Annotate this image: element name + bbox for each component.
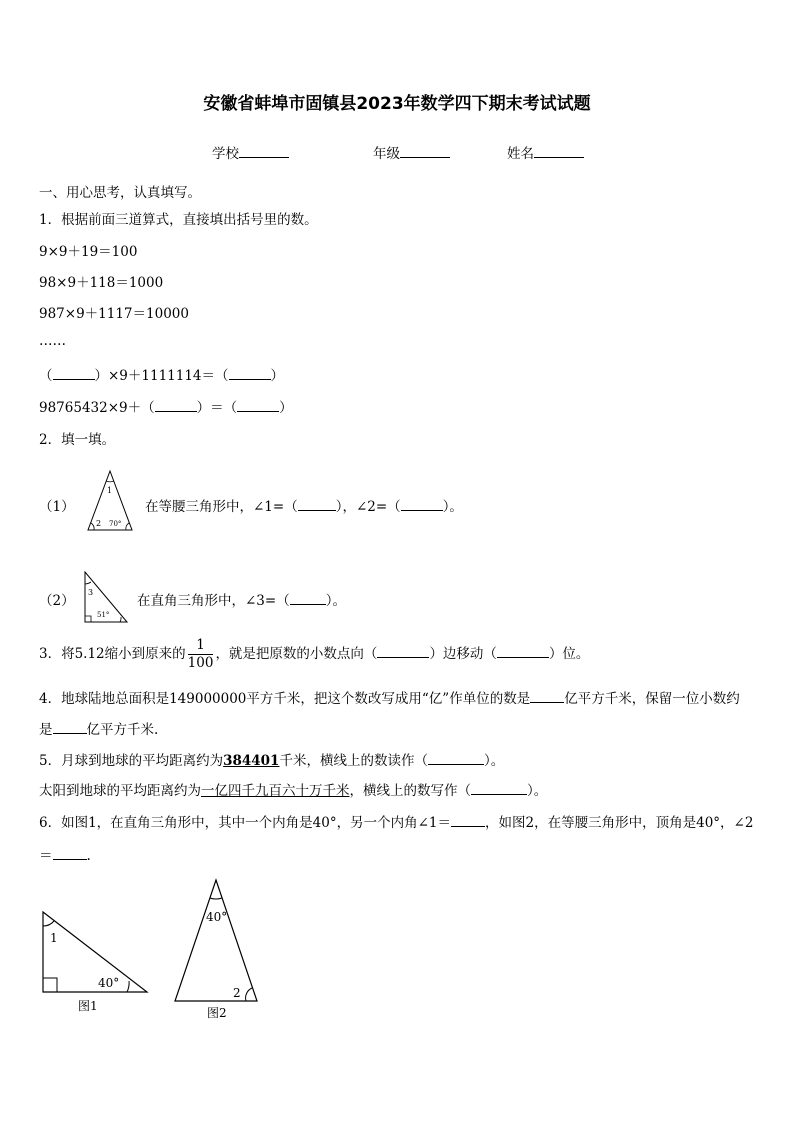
q4-line2: 是 亿平方千米. xyxy=(39,722,159,738)
q6-line2: ＝ . xyxy=(39,848,91,864)
answer-blank[interactable] xyxy=(53,379,95,380)
fraction: $\frac{1}{100}$ xyxy=(187,637,214,671)
school-label: 学校 xyxy=(212,146,239,162)
answer-blank[interactable] xyxy=(298,510,336,511)
q1-eq3: 987×9＋1117＝10000 xyxy=(39,306,189,322)
base-angle-label: 70° xyxy=(109,520,122,528)
q2-part1-text: 在等腰三角形中，∠1=（ ），∠2=（ ）。 xyxy=(145,499,463,515)
q1-fill2: 98765432×9＋（ ）＝（ ） xyxy=(39,400,293,416)
page-title: 安徽省蚌埠市固镇县2023年数学四下期末考试试题 xyxy=(203,94,591,114)
answer-blank[interactable] xyxy=(53,733,87,734)
answer-blank[interactable] xyxy=(401,510,443,511)
q1-ellipsis: …… xyxy=(39,333,66,349)
angle-3-label: 3 xyxy=(88,588,94,597)
answer-blank[interactable] xyxy=(229,379,271,380)
q3-text: 3．将5.12缩小到原来的 $\frac{1}{100}$ ，就是把原数的小数点向（ ）边移动（ ）位。 xyxy=(39,637,590,671)
name-blank[interactable] xyxy=(534,157,584,158)
fig1-angle-40-label: 40° xyxy=(98,976,120,990)
answer-blank[interactable] xyxy=(497,657,549,658)
answer-blank[interactable] xyxy=(155,411,197,412)
school-field xyxy=(212,142,289,162)
name-label: 姓名 xyxy=(507,146,534,162)
section-heading: 一、用心思考，认真填写。 xyxy=(39,185,201,201)
grade-field xyxy=(373,142,450,162)
angle-1-label: 1 xyxy=(107,486,113,495)
answer-blank[interactable] xyxy=(290,604,326,605)
grade-label: 年级 xyxy=(373,146,400,162)
q2-part2-text: 在直角三角形中，∠3=（ ）。 xyxy=(137,593,346,609)
q6-line1: 6．如图1，在直角三角形中，其中一个内角是40°，另一个内角∠1＝ ，如图2，在等腰三角形中，顶角是40°，∠2 xyxy=(39,815,754,831)
answer-blank[interactable] xyxy=(451,826,485,827)
fig2-caption: 图2 xyxy=(207,1006,227,1020)
q2-part2-label: （2） xyxy=(39,593,75,609)
q1-text: 1．根据前面三道算式，直接填出括号里的数。 xyxy=(39,212,318,228)
answer-blank[interactable] xyxy=(53,859,87,860)
figure-1-right-triangle xyxy=(36,906,154,1016)
right-triangle-figure xyxy=(82,570,130,626)
answer-blank[interactable] xyxy=(377,657,429,658)
answer-blank[interactable] xyxy=(428,764,484,765)
isosceles-triangle-figure xyxy=(84,468,136,534)
fig1-angle-1-label: 1 xyxy=(50,931,58,945)
grade-blank[interactable] xyxy=(400,157,450,158)
school-blank[interactable] xyxy=(239,157,289,158)
q5-line2: 太阳到地球的平均距离约为一亿四千九百六十万千米，横线上的数写作（ ）。 xyxy=(39,783,548,799)
answer-blank[interactable] xyxy=(530,702,564,703)
q4-line1: 4．地球陆地总面积是149000000平方千米，把这个数改写成用“亿”作单位的数是 亿平方千米，保留一位小数约 xyxy=(39,691,740,707)
name-field xyxy=(507,142,584,162)
answer-blank[interactable] xyxy=(237,411,279,412)
base-angle-label: 51° xyxy=(97,611,110,619)
fig2-angle-2-label: 2 xyxy=(233,986,241,1000)
q1-fill1: （ ）×9＋1111114＝（ ） xyxy=(39,368,285,384)
q1-eq2: 98×9＋118＝1000 xyxy=(39,275,164,291)
q5-line1: 5．月球到地球的平均距离约为384401千米，横线上的数读作（ ）。 xyxy=(39,753,505,769)
q1-eq1: 9×9＋19＝100 xyxy=(39,244,138,260)
fig1-caption: 图1 xyxy=(78,999,98,1013)
q2-text: 2．填一填。 xyxy=(39,432,116,448)
underlined-number: 一亿四千九百六十万千米 xyxy=(201,783,350,799)
figure-2-isosceles-triangle xyxy=(170,876,264,1024)
angle-2-label: 2 xyxy=(96,519,102,528)
fig2-angle-40-label: 40° xyxy=(206,910,228,924)
underlined-number: 384401 xyxy=(223,753,280,769)
q2-part1-label: （1） xyxy=(39,499,75,515)
answer-blank[interactable] xyxy=(471,794,527,795)
